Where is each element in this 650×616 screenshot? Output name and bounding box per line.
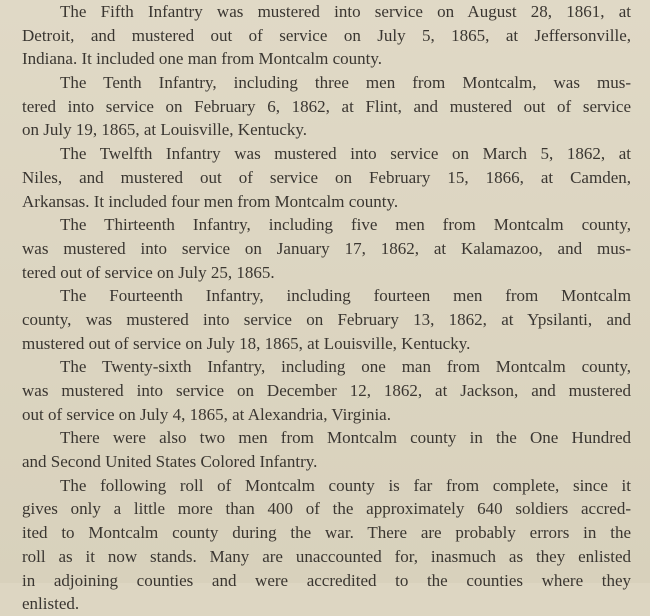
text-line: out of service on July 4, 1865, at Alexandria, Virginia. xyxy=(22,404,391,424)
text-line: The following roll of Montcalm county is far from complete, since it xyxy=(60,475,631,495)
text-line: on July 19, 1865, at Louisville, Kentucky. xyxy=(22,120,308,140)
text-line: Niles, and mustered out of service on February 15, 1866, at Camden, xyxy=(22,167,631,187)
paragraph-twenty-sixth-infantry xyxy=(22,355,631,426)
text-line: mustered out of service on July 18, 1865, at Louisville, Kentucky. xyxy=(22,333,471,353)
paragraph-fifth-infantry xyxy=(22,0,631,71)
text-line: ited to Montcalm county during the war. There are probably errors in the xyxy=(22,523,631,543)
text-line: gives only a little more than 400 of the approximately 640 soldiers accred- xyxy=(22,499,631,519)
text-line: Detroit, and mustered out of service on July 5, 1865, at Jeffersonville, xyxy=(22,25,631,45)
text-line: in adjoining counties and were accredited to the counties where they xyxy=(22,570,631,590)
paragraph-thirteenth-infantry xyxy=(22,213,631,284)
text-line: enlisted. xyxy=(22,594,80,614)
text-line: roll as it now stands. Many are unaccounted for, inasmuch as they enlisted xyxy=(22,546,631,566)
text-line: The Tenth Infantry, including three men from Montcalm, was mus- xyxy=(60,73,631,93)
paragraph-tenth-infantry xyxy=(22,71,631,142)
text-line: Arkansas. It included four men from Montcalm county. xyxy=(22,191,399,211)
text-line: was mustered into service on January 17, 1862, at Kalamazoo, and mus- xyxy=(22,238,631,258)
paragraph-roll-note xyxy=(22,474,631,616)
paragraph-colored-infantry xyxy=(22,426,631,473)
text-line: The Fourteenth Infantry, including fourteen men from Montcalm xyxy=(60,286,631,306)
text-line: The Twenty-sixth Infantry, including one man from Montcalm county, xyxy=(60,357,631,377)
paragraph-fourteenth-infantry xyxy=(22,284,631,355)
text-line: and Second United States Colored Infantry. xyxy=(22,452,318,472)
paragraph-twelfth-infantry xyxy=(22,142,631,213)
text-line: The Fifth Infantry was mustered into service on August 28, 1861, at xyxy=(60,2,631,21)
text-line: tered into service on February 6, 1862, at Flint, and mustered out of service xyxy=(22,96,631,116)
text-line: county, was mustered into service on February 13, 1862, at Ypsilanti, and xyxy=(22,309,631,329)
body-text xyxy=(22,0,631,616)
text-line: Indiana. It included one man from Montcalm county. xyxy=(22,49,383,69)
text-line: The Twelfth Infantry was mustered into service on March 5, 1862, at xyxy=(60,144,631,164)
text-line: There were also two men from Montcalm county in the One Hundred xyxy=(60,428,631,448)
text-line: was mustered into service on December 12, 1862, at Jackson, and mustered xyxy=(22,381,631,400)
text-line: The Thirteenth Infantry, including five men from Montcalm county, xyxy=(60,215,631,235)
text-line: tered out of service on July 25, 1865. xyxy=(22,262,275,282)
